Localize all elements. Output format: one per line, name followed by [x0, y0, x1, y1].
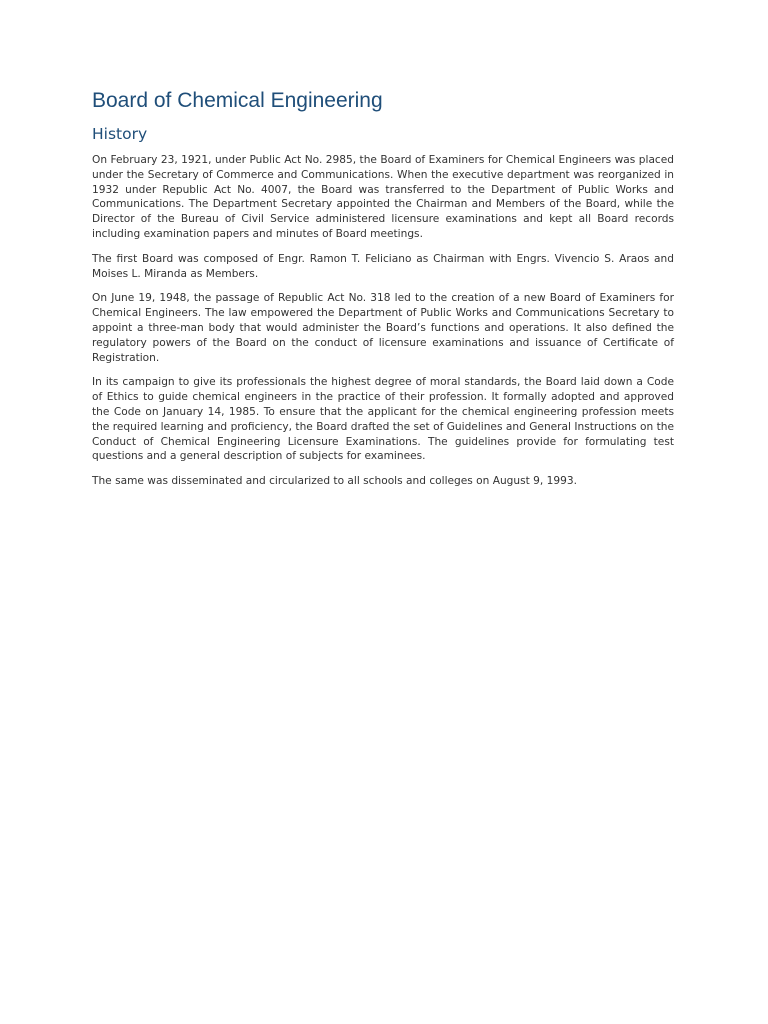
- paragraph-5: The same was disseminated and circularized to all schools and colleges on August 9, 1993.: [92, 475, 577, 488]
- paragraph-2: The first Board was composed of Engr. Ramon T. Feliciano as Chairman with Engrs. Vivencio S. Araos and Moises L. Miranda as Members.: [92, 252, 674, 280]
- paragraph-4: In its campaign to give its professionals the highest degree of moral standards, the Board laid down a Code of Ethics to guide chemical engineers in the practice of their profession. It formally adopted and approved the Code on January 14, 1985. To ensure that the applicant for the chemical engineering profession meets the required learning and proficiency, the Board drafted the set of Guidelines and General Instructions on the Conduct of Chemical Engineering Licensure Examinations. The guidelines provide for formulating test questions and a general description of subjects for examinees.: [92, 376, 674, 463]
- section-heading-history: History: [92, 125, 148, 143]
- paragraph-3: On June 19, 1948, the passage of Republic Act No. 318 led to the creation of a new Board of Examiners for Chemical Engineers. The law empowered the Department of Public Works and Communications Secretary to appoint a three-man body that would administer the Board’s functions and operations. It also defined the regulatory powers of the Board on the conduct of licensure examinations and issuance of Certificate of Registration.: [92, 292, 674, 364]
- document-page: [92, 86, 674, 499]
- document-title: Board of Chemical Engineering: [92, 89, 383, 112]
- paragraph-1: On February 23, 1921, under Public Act No. 2985, the Board of Examiners for Chemical Engineers was placed under the Secretary of Commerce and Communications. When the executive department was reorganized in 1932 under Republic Act No. 4007, the Board was transferred to the Department of Public Works and Communications. The Department Secretary appointed the Chairman and Members of the Board, while the Director of the Bureau of Civil Service administered licensure examinations and kept all Board records including examination papers and minutes of Board meetings.: [92, 154, 674, 240]
